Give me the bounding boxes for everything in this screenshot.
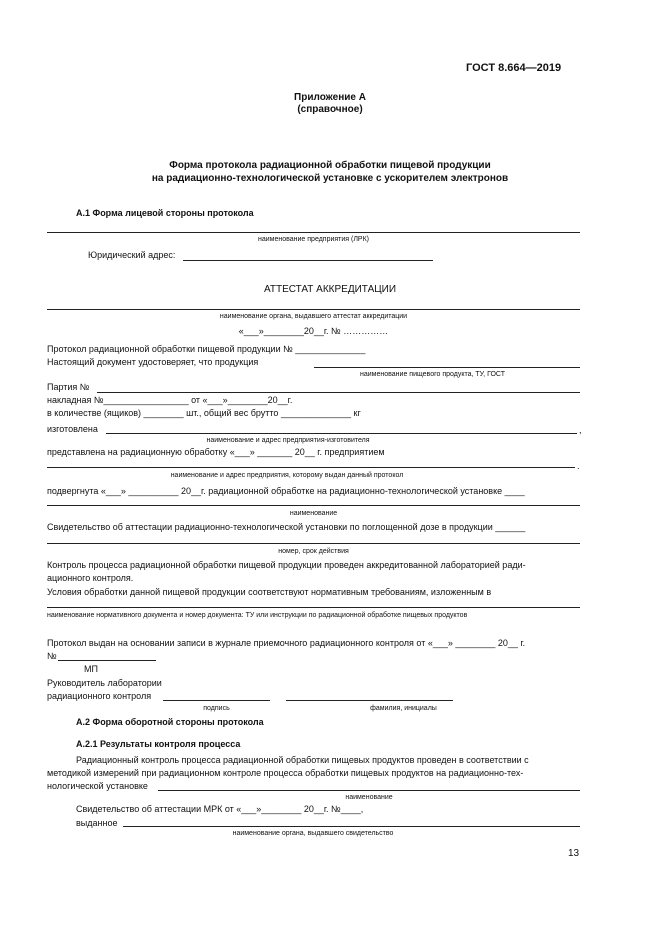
installation-caption: наименование <box>289 510 338 517</box>
protocol-number-line: Протокол радиационной обработки пищевой продукции № ______________ <box>47 344 366 354</box>
waybill-line: накладная №_________________ от «___»________20__г. <box>47 395 293 405</box>
product-caption: наименование пищевого продукта, ТУ, ГОСТ <box>360 371 506 378</box>
manufactured-label: изготовлена <box>47 424 98 434</box>
certificate-number-line <box>47 543 580 544</box>
product-line <box>314 367 580 368</box>
accreditation-issuer-caption: наименование органа, выдавшего аттестат аккредитации <box>219 313 408 320</box>
head-label-line-1: Руководитель лаборатории <box>47 678 162 688</box>
enterprise-caption: наименование предприятия (ЛРК) <box>257 236 370 243</box>
certifies-label: Настоящий документ удостоверяет, что продукция <box>47 357 259 367</box>
legal-address-line <box>183 260 433 261</box>
control-text-line-2: ационного контроля. <box>47 573 134 583</box>
submitter-line <box>47 467 575 468</box>
back-control-line-1: Радиационный контроль процесса радиационной обработки пищевых продуктов проведен в соответствии с <box>76 755 529 765</box>
conditions-text: Условия обработки данной пищевой продукции соответствуют нормативным требованиям, изложенным в <box>47 587 492 597</box>
head-label-line-2: радиационного контроля <box>47 691 152 701</box>
method-caption: наименование <box>345 794 393 801</box>
normative-caption: наименование нормативного документа и номер документа: ТУ или инструкции по радиационной обработке пищевых продуктов <box>47 612 468 619</box>
certificate-number-caption: номер, срок действия <box>278 548 349 555</box>
page-number: 13 <box>568 848 580 859</box>
normative-line <box>47 607 580 608</box>
submitter-dot: . <box>577 461 580 471</box>
accreditation-heading: АТТЕСТАТ АККРЕДИТАЦИИ <box>263 284 397 295</box>
section-a21-heading: А.2.1 Результаты контроля процесса <box>76 739 241 749</box>
journal-number-line <box>58 660 156 661</box>
issued-basis-line: Протокол выдан на основании записи в журнале приемочного радиационного контроля от «___» ________ 20__ г. <box>47 638 526 648</box>
certificate-line: Свидетельство об аттестации радиационно-технологической установки по поглощенной дозе в продукции ______ <box>47 522 526 532</box>
accreditation-date-line: «___»________20__г. № …………… <box>238 326 389 336</box>
submitter-caption: наименование и адрес предприятия, которому выдан данный протокол <box>170 472 404 479</box>
surname-line <box>286 700 453 701</box>
issued-by-label: выданное <box>76 818 118 828</box>
quantity-line: в количестве (ящиков) ________ шт., общий вес брутто ______________ кг <box>47 408 361 418</box>
mrk-certificate-line: Свидетельство об аттестации МРК от «___»________ 20__г. №____, <box>76 804 364 814</box>
back-control-line-3: нологической установке <box>47 781 148 791</box>
issuer-caption: наименование органа, выдавшего свидетельство <box>232 830 394 837</box>
appendix-title: Приложение А <box>294 92 366 103</box>
installation-line <box>47 505 580 506</box>
form-title-line-2: на радиационно-технологической установке с ускорителем электронов <box>151 173 509 184</box>
batch-line <box>97 392 580 393</box>
number-sign: № <box>47 651 57 661</box>
enterprise-line <box>47 232 580 233</box>
form-title-line-1: Форма протокола радиационной обработки пищевой продукции <box>169 160 491 171</box>
surname-caption: фамилия, инициалы <box>370 705 437 712</box>
accreditation-issuer-line <box>47 309 580 310</box>
back-control-line-2: методикой измерений при радиационном контроле процесса обработки пищевых продуктов на радиационно-тех- <box>47 768 524 778</box>
control-text-line-1: Контроль процесса радиационной обработки пищевой продукции проведен аккредитованной лабораторией ради- <box>47 560 526 570</box>
appendix-subtitle: (справочное) <box>297 104 363 115</box>
document-code: ГОСТ 8.664—2019 <box>466 62 562 74</box>
manufacturer-line <box>106 433 577 434</box>
issuer-line <box>123 826 580 827</box>
manufacturer-caption: наименование и адрес предприятия-изготовителя <box>206 437 370 444</box>
method-line <box>158 790 580 791</box>
manufactured-comma: , <box>579 425 582 435</box>
batch-label: Партия № <box>47 382 90 392</box>
section-a2-heading: А.2 Форма оборотной стороны протокола <box>76 717 264 727</box>
signature-line <box>163 700 270 701</box>
stamp-label: МП <box>84 664 98 674</box>
subjected-line: подвергнута «___» __________ 20__г. радиационной обработке на радиационно-технологической установке ____ <box>47 486 525 496</box>
signature-caption: подпись <box>203 705 230 712</box>
section-a1-heading: А.1 Форма лицевой стороны протокола <box>76 208 254 218</box>
submitted-line: представлена на радиационную обработку «___» _______ 20__ г. предприятием <box>47 447 385 457</box>
legal-address-label: Юридический адрес: <box>88 250 176 260</box>
